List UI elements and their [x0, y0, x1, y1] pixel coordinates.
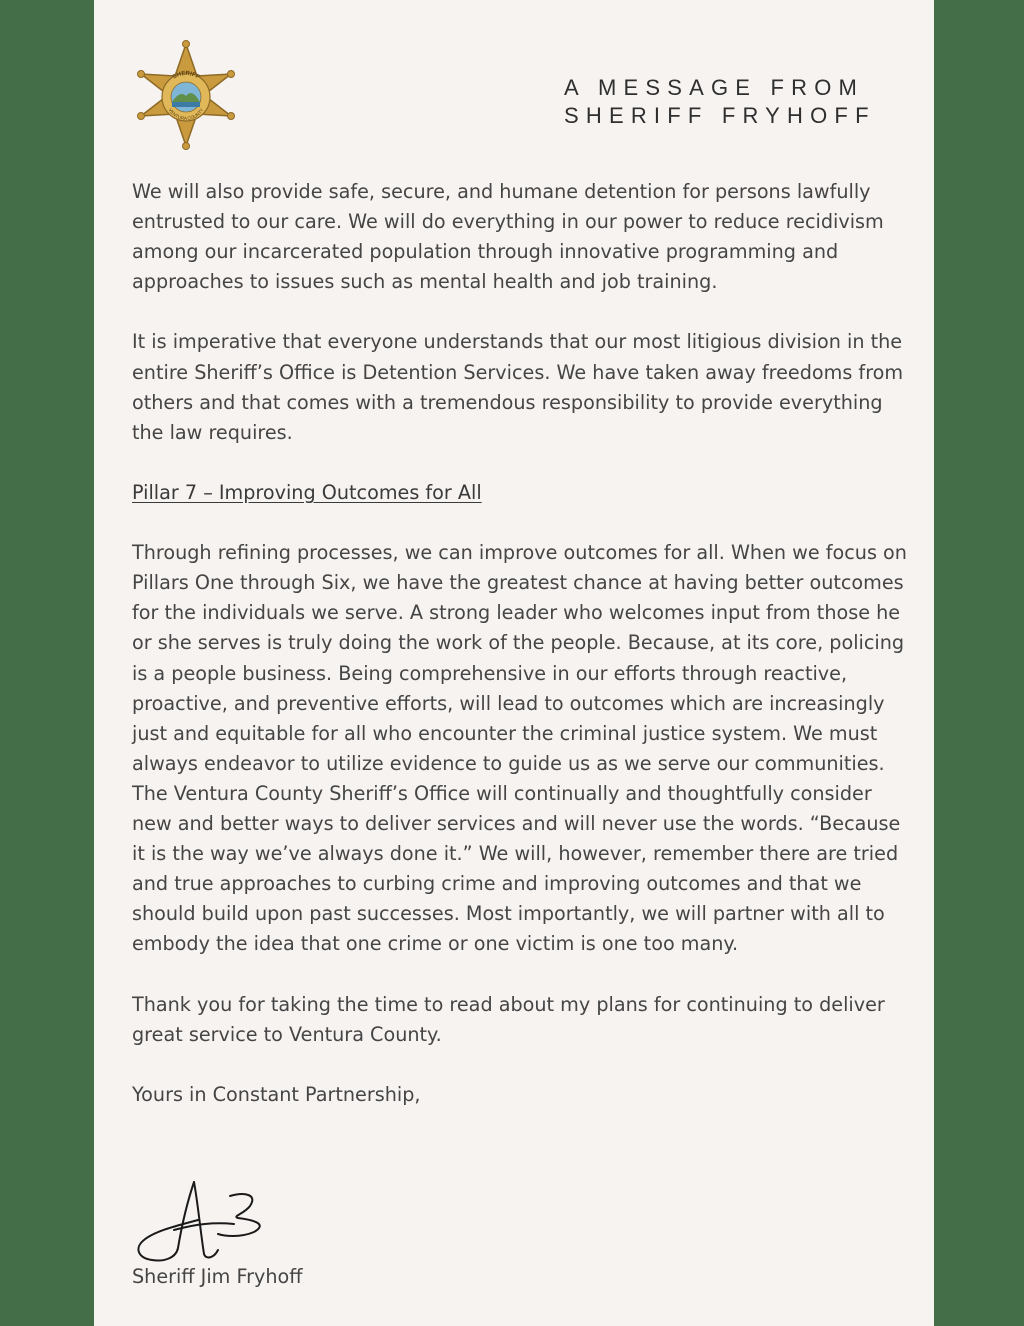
title-line-2: SHERIFF FRYHOFF: [564, 103, 876, 128]
sheriff-badge-logo: [136, 40, 236, 150]
section-heading-pillar-7: Pillar 7 – Improving Outcomes for All: [132, 480, 482, 504]
signer-name: Sheriff Jim Fryhoff: [132, 1265, 303, 1288]
paragraph-thank-you: Thank you for taking the time to read about my plans for continuing to deliver great service to Ventura County.: [132, 992, 885, 1046]
badge-text-top: SHERIFF: [171, 70, 201, 81]
handwritten-signature: [134, 1178, 284, 1264]
paragraph-detention-services: It is imperative that everyone understands that our most litigious division in the entire Sheriff’s Office is Detention Services. We have taken away freedoms from others and that comes with a tremendous responsibility to provide everything the law requires.: [132, 330, 904, 444]
badge-text-bottom: VENTURA COUNTY: [167, 107, 205, 122]
paragraph-detention-care: We will also provide safe, secure, and humane detention for persons lawfully entrusted to our care. We will do everything in our power to reduce recidivism among our incarcerated population through innovative programming and approaches to issues such as mental health and job training.: [132, 180, 884, 294]
page-title: [564, 74, 924, 130]
title-line-1: A MESSAGE FROM: [564, 75, 865, 100]
letter-body: [132, 177, 912, 1110]
letter-page: [94, 0, 934, 1326]
closing-salutation: Yours in Constant Partnership,: [132, 1082, 421, 1106]
paragraph-improving-outcomes: Through refining processes, we can improve outcomes for all. When we focus on Pillars One through Six, we have the greatest chance at having better outcomes for the individuals we serve. A strong leader who welcomes input from those he or she serves is truly doing the work of the people. Because, at its core, policing is a people business. Being comprehensive in our efforts through reactive, proactive, and preventive efforts, will lead to outcomes which are increasingly just and equitable for all who encounter the criminal justice system. We must always endeavor to utilize evidence to guide us as we serve our communities. The Ventura County Sheriff’s Office will continually and thoughtfully consider new and better ways to deliver services and will never use the words. “Because it is the way we’ve always done it.” We will, however, remember there are tried and true approaches to curbing crime and improving outcomes and that we should build upon past successes. Most importantly, we will partner with all to embody the idea that one crime or one victim is one too many.: [132, 541, 907, 956]
